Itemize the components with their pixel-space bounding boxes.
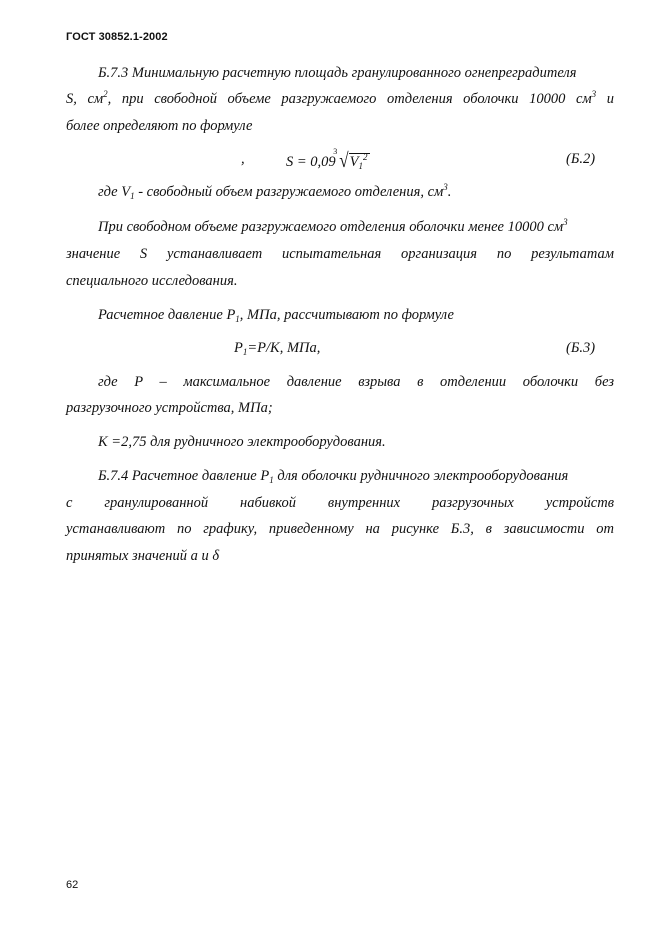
paragraph-volume-line-3: специального исследования.	[66, 273, 238, 289]
superscript: 3	[443, 182, 448, 192]
text-fragment: и	[596, 91, 614, 107]
formula-b3	[234, 340, 320, 357]
subscript: 1	[242, 347, 248, 357]
document-header: ГОСТ 30852.1-2002	[66, 31, 168, 43]
root-index: 3	[333, 147, 338, 156]
text-fragment: При свободном объеме разгружаемого отделения оболочки менее 10000 см	[98, 219, 564, 235]
superscript: 3	[591, 89, 597, 99]
formula-lhs: S = 0,09	[286, 154, 336, 170]
subscript: 1	[130, 191, 135, 201]
text-fragment: P	[234, 340, 243, 356]
paragraph-where-v1	[98, 183, 614, 201]
text-fragment: S, см	[66, 91, 104, 107]
subscript: 1	[269, 475, 274, 485]
superscript: 3	[563, 217, 568, 227]
formula-b2	[286, 147, 370, 172]
paragraph-volume-line-2: значение S устанавливает испытательная организация по результатам	[66, 246, 614, 262]
cube-root	[333, 147, 369, 172]
paragraph-where-p-line-2: разгрузочного устройства, МПа;	[66, 400, 273, 416]
text-fragment: =P/K, МПа,	[247, 340, 321, 356]
paragraph-where-p-line-1: где P – максимальное давление взрыва в отделении оболочки без	[98, 374, 614, 390]
radical-sign: √	[339, 149, 349, 172]
subscript: 1	[235, 314, 240, 324]
paragraph-pressure	[98, 306, 614, 324]
formula-b2-comma: ,	[241, 151, 245, 167]
superscript: 2	[103, 89, 108, 99]
paragraph-b74-line-3: устанавливают по графику, приведенному на рисунке Б.3, в зависимости от	[66, 521, 614, 537]
paragraph-b73-line-2	[66, 90, 614, 108]
superscript: 2	[363, 152, 368, 162]
text-fragment: где V	[98, 184, 131, 200]
text-fragment: , МПа, рассчитывают по формуле	[239, 307, 454, 323]
paragraph-b74-line-2: с гранулированной набивкой внутренних разгрузочных устройств	[66, 495, 614, 511]
text-fragment: Б.7.4 Расчетное давление P	[98, 468, 270, 484]
paragraph-b73-line-1: Б.7.3 Минимальную расчетную площадь гранулированного огнепреградителя	[98, 65, 577, 81]
paragraph-volume-line-1	[98, 218, 614, 236]
text-fragment: , при свободной объеме разгружаемого отделения оболочки 10000 см	[107, 91, 592, 107]
variable-v: V	[349, 154, 359, 170]
paragraph-b74-line-1	[98, 467, 614, 485]
text-fragment: - свободный объем разгружаемого отделения, см	[134, 184, 444, 200]
paragraph-b73-line-3: более определяют по формуле	[66, 118, 253, 134]
subscript: 1	[358, 161, 363, 171]
page-number: 62	[66, 879, 79, 891]
text-fragment: Расчетное давление P	[98, 307, 236, 323]
equation-number-b3: (Б.3)	[566, 340, 596, 356]
equation-number-b2: (Б.2)	[566, 151, 596, 167]
text-fragment: для оболочки рудничного электрооборудования	[273, 468, 569, 484]
radicand	[349, 153, 370, 170]
paragraph-b74-line-4: принятых значений a и δ	[66, 548, 220, 564]
text-fragment: .	[447, 184, 452, 200]
paragraph-k-value: K =2,75 для рудничного электрооборудования.	[98, 434, 386, 450]
